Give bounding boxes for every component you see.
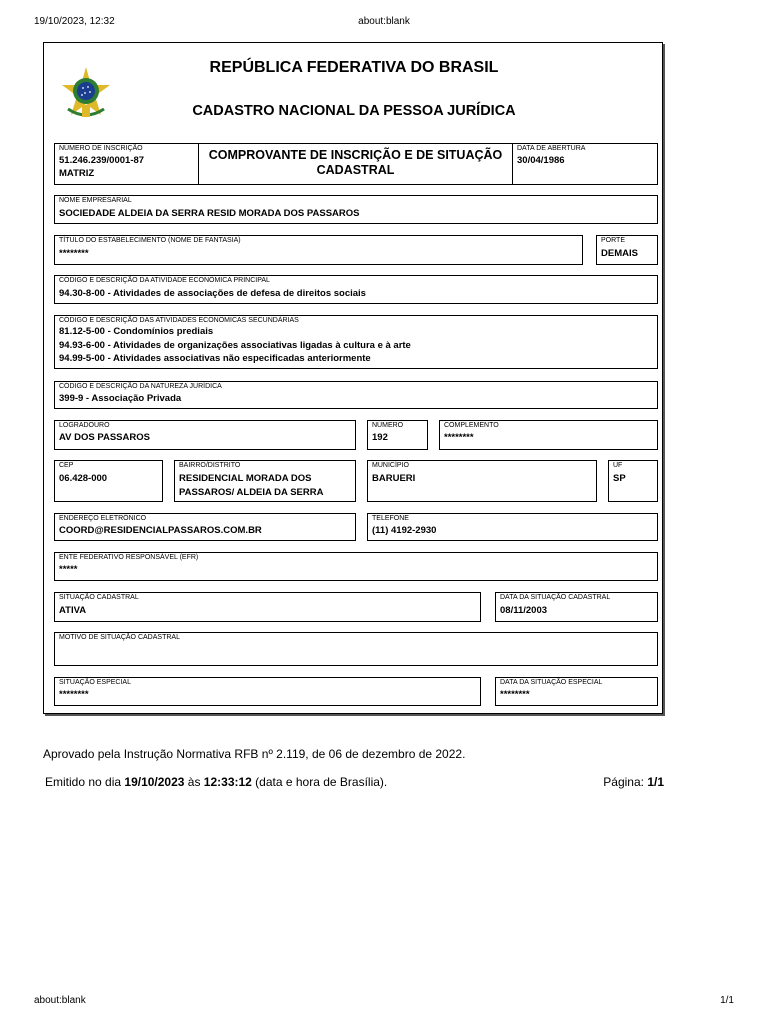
emitido-text — [45, 775, 387, 789]
abertura-field — [512, 143, 658, 185]
republic-title: REPÚBLICA FEDERATIVA DO BRASIL — [209, 59, 499, 76]
field-label: SITUAÇÃO CADASTRAL — [59, 594, 139, 601]
situacao-cadastral-field — [54, 592, 481, 622]
field-label: ENDEREÇO ELETRÔNICO — [59, 515, 147, 522]
field-label: LOGRADOURO — [59, 422, 110, 429]
telefone-field — [367, 513, 658, 541]
complemento-field — [439, 420, 658, 450]
field-label: MUNICÍPIO — [372, 462, 409, 469]
situacao-cadastral-value: ATIVA — [59, 605, 87, 616]
natureza-juridica-value: 399-9 - Associação Privada — [59, 393, 182, 404]
porte-value: DEMAIS — [601, 248, 638, 259]
field-label: DATA DA SITUAÇÃO ESPECIAL — [500, 679, 603, 686]
numero-field — [367, 420, 428, 450]
emitido-prefix: Emitido no dia — [45, 775, 125, 789]
bairro-value-line1: RESIDENCIAL MORADA DOS — [179, 473, 312, 484]
field-label: COMPLEMENTO — [444, 422, 499, 429]
nome-fantasia-field — [54, 235, 583, 265]
inscricao-value: 51.246.239/0001-87 — [59, 155, 145, 166]
aprovado-text: Aprovado pela Instrução Normativa RFB nº 2.119, de 06 de dezembro de 2022. — [43, 747, 466, 761]
comprovante-title-line1: COMPROVANTE DE INSCRIÇÃO E DE SITUAÇÃO — [208, 148, 503, 162]
print-title: about:blank — [358, 16, 410, 27]
natureza-juridica-field — [54, 381, 658, 409]
emitido-mid: às — [184, 775, 204, 789]
situacao-especial-field — [54, 677, 481, 706]
uf-value: SP — [613, 473, 626, 484]
print-footer-page: 1/1 — [720, 995, 734, 1006]
field-label: SITUAÇÃO ESPECIAL — [59, 679, 131, 686]
emitido-suffix: (data e hora de Brasília). — [251, 775, 388, 789]
numero-value: 192 — [372, 432, 388, 443]
atividade-secundaria-item: 94.93-6-00 - Atividades de organizações associativas ligadas à cultura e à arte — [59, 340, 411, 351]
field-label: TÍTULO DO ESTABELECIMENTO (NOME DE FANTASIA) — [59, 237, 241, 244]
atividade-principal-value: 94.30-8-00 - Atividades de associações de defesa de direitos sociais — [59, 288, 366, 299]
field-label: BAIRRO/DISTRITO — [179, 462, 241, 469]
comprovante-title-line2: CADASTRAL — [316, 163, 395, 177]
data-situacao-especial-field — [495, 677, 658, 706]
pagina-label: Página: — [603, 775, 648, 789]
email-value: COORD@RESIDENCIALPASSAROS.COM.BR — [59, 525, 262, 536]
comprovante-title-box — [198, 143, 513, 185]
data-situacao-value: 08/11/2003 — [500, 605, 548, 616]
print-datetime: 19/10/2023, 12:32 — [34, 16, 115, 27]
field-label: NOME EMPRESARIAL — [59, 197, 132, 204]
atividades-secundarias-field — [54, 315, 658, 369]
registry-subtitle: CADASTRO NACIONAL DA PESSOA JURÍDICA — [192, 103, 516, 119]
field-label: CÓDIGO E DESCRIÇÃO DA ATIVIDADE ECONÔMICA PRINCIPAL — [59, 277, 270, 284]
logradouro-value: AV DOS PASSAROS — [59, 432, 150, 443]
bairro-value-line2: PASSAROS/ ALDEIA DA SERRA — [179, 487, 324, 498]
situacao-especial-value: ******** — [59, 689, 89, 700]
nome-fantasia-value: ******** — [59, 248, 89, 259]
municipio-field — [367, 460, 597, 502]
pagina-value: 1/1 — [647, 775, 664, 789]
field-label: CÓDIGO E DESCRIÇÃO DAS ATIVIDADES ECONÔMICAS SECUNDÁRIAS — [59, 317, 299, 324]
field-label: NÚMERO — [372, 422, 404, 429]
atividade-principal-field — [54, 275, 658, 304]
cnpj-certificate — [43, 42, 663, 714]
inscricao-field — [54, 143, 199, 185]
complemento-value: ******** — [444, 432, 474, 443]
field-label: ENTE FEDERATIVO RESPONSÁVEL (EFR) — [59, 554, 199, 561]
emitido-time: 12:33:12 — [203, 775, 252, 789]
porte-field — [596, 235, 658, 265]
field-label: NÚMERO DE INSCRIÇÃO — [59, 145, 143, 152]
field-label: PORTE — [601, 237, 625, 244]
nome-empresarial-field — [54, 195, 658, 224]
uf-field — [608, 460, 658, 502]
efr-field — [54, 552, 658, 581]
atividade-secundaria-item: 81.12-5-00 - Condomínios prediais — [59, 326, 214, 337]
data-situacao-especial-value: ******** — [500, 689, 530, 700]
field-label: CÓDIGO E DESCRIÇÃO DA NATUREZA JURÍDICA — [59, 383, 222, 390]
email-field — [54, 513, 356, 541]
cep-field — [54, 460, 163, 502]
logradouro-field — [54, 420, 356, 450]
data-situacao-field — [495, 592, 658, 622]
municipio-value: BARUERI — [372, 473, 416, 484]
efr-value: ***** — [59, 564, 78, 575]
atividade-secundaria-item: 94.99-5-00 - Atividades associativas não especificadas anteriormente — [59, 353, 371, 364]
print-footer-url: about:blank — [34, 995, 86, 1006]
abertura-value: 30/04/1986 — [517, 155, 565, 166]
field-label: TELEFONE — [372, 515, 409, 522]
pagina-text — [560, 775, 664, 789]
inscricao-type: MATRIZ — [59, 168, 95, 179]
field-label: UF — [613, 462, 623, 469]
emitido-date: 19/10/2023 — [124, 775, 185, 789]
field-label: DATA DE ABERTURA — [517, 145, 586, 152]
field-label: MOTIVO DE SITUAÇÃO CADASTRAL — [59, 634, 180, 641]
cep-value: 06.428-000 — [59, 473, 108, 484]
field-label: CEP — [59, 462, 74, 469]
motivo-situacao-field — [54, 632, 658, 666]
bairro-field — [174, 460, 356, 502]
field-label: DATA DA SITUAÇÃO CADASTRAL — [500, 594, 611, 601]
telefone-value: (11) 4192-2930 — [372, 525, 437, 536]
nome-empresarial-value: SOCIEDADE ALDEIA DA SERRA RESID MORADA DOS PASSAROS — [59, 208, 360, 219]
